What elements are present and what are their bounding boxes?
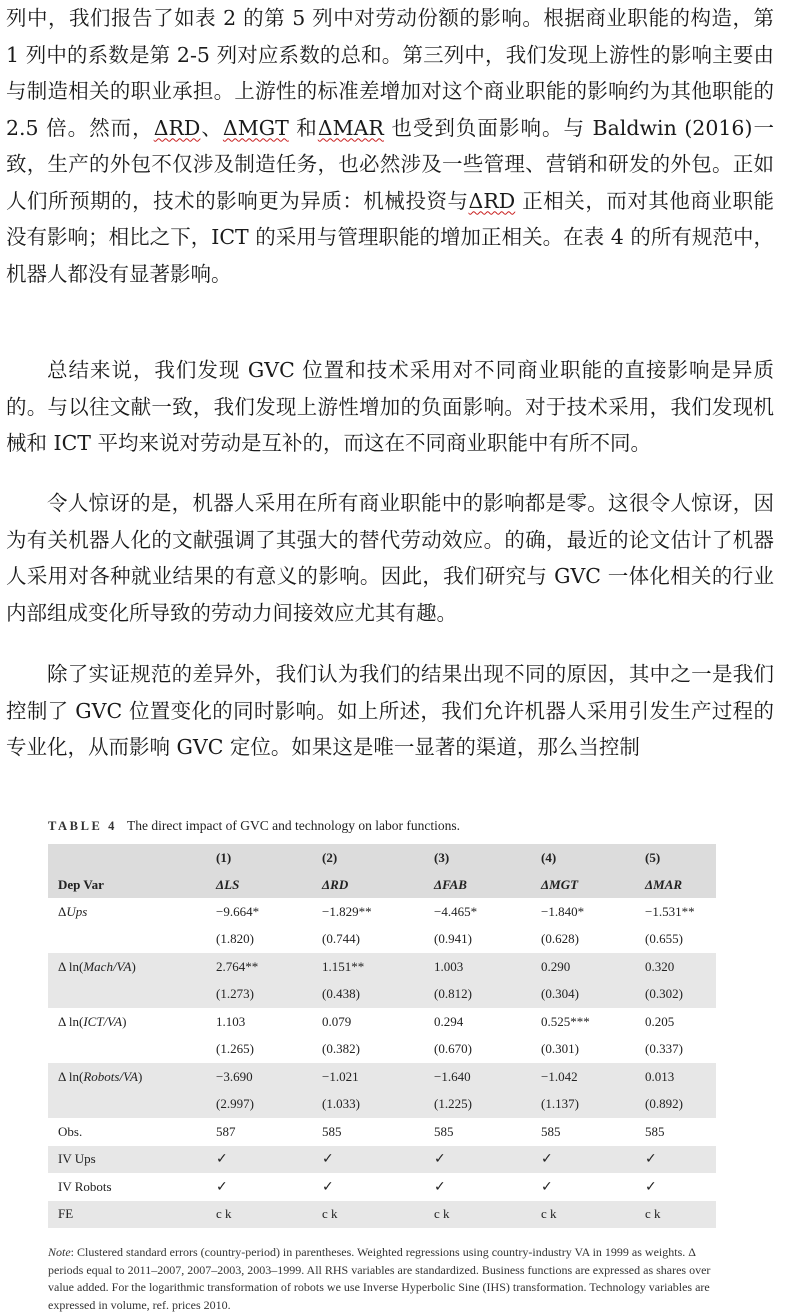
fe-cell: c k [206,1201,312,1229]
term-delta-rd-2: ΔRD [468,188,516,213]
check-icon: ✓ [541,1178,553,1195]
row-label [48,953,206,981]
row-label-var: Mach/VA [83,958,132,974]
table-row-fe [48,1201,716,1229]
coef-cell: 1.151** [312,953,424,981]
fe-cell: c k [635,1201,716,1229]
coef-cell: 0.205 [645,1013,675,1029]
se-cell: (0.382) [322,1041,360,1057]
row-label-var: Ups [66,903,88,919]
row-label-var: ICT/VA [83,1013,123,1029]
table-row-coef [48,898,716,926]
check-icon: ✓ [216,1178,228,1195]
row-label-prefix: Δ ln( [58,1013,84,1029]
paragraph-4: 除了实证规范的差异外，我们认为我们的结果出现不同的原因，其中之一是我们控制了 GVC 位置变化的同时影响。如上所述，我们允许机器人采用引发生产过程的专业化，从而影响 GVC 定位。如果这是唯一显著的渠道，那么当控制 [6,662,774,759]
se-cell: (1.033) [312,1091,424,1119]
table-row-coef [48,953,716,981]
col-number: (5) [645,849,661,865]
row-label-empty [48,1091,206,1119]
se-cell: (2.997) [206,1091,312,1119]
coef-cell: 2.764** [206,953,312,981]
table-label: TABLE 4 [48,819,118,833]
table-row-se [48,1036,716,1064]
term-delta-mar: ΔMAR [317,115,384,140]
se-cell: (0.655) [645,931,683,947]
coef-cell: −1.042 [531,1063,635,1091]
se-cell: (1.820) [216,931,254,947]
coef-cell: −1.531** [645,903,695,919]
coef-cell: −1.021 [312,1063,424,1091]
row-label-var: Robots/VA [83,1068,138,1084]
conjunction: 和 [288,115,318,140]
coef-cell: −1.829** [322,903,372,919]
paragraph-1-text-a: 列中，我们报告了如表 2 的第 5 列中对劳动份额的影响。根据商业职能的构造，第 1 列中的系数是第 2-5 列对应系数的总和。第三列中，我们发现上游性的影响主要由与制造相关的职业承担。上游性的标准差增加对这个商业职能的影响约为其他职能的 2.5 倍。然而， [6,6,774,140]
se-cell: (0.812) [424,981,531,1009]
check-icon: ✓ [434,1178,446,1195]
coef-cell: −3.690 [206,1063,312,1091]
fe-cell: c k [531,1201,635,1229]
coef-cell: 0.079 [322,1013,352,1029]
iv-robots-label: IV Robots [58,1178,112,1194]
row-label-suffix: ) [137,1068,143,1084]
se-cell: (0.304) [531,981,635,1009]
separator: 、 [200,115,223,140]
se-cell: (0.941) [434,931,472,947]
se-cell: (0.301) [541,1041,579,1057]
check-icon: ✓ [322,1178,334,1195]
dep-var: ΔLS [216,876,240,892]
col-number: (3) [434,849,450,865]
iv-ups-label: IV Ups [48,1146,206,1174]
table-row-iv-robots [48,1173,716,1201]
check-icon: ✓ [635,1146,716,1174]
header-row-numbers [48,844,716,871]
fe-cell: c k [312,1201,424,1229]
dep-var: ΔFAB [434,876,467,892]
table-row-se [48,926,716,954]
coef-cell: −9.664* [216,903,260,919]
paragraph-2: 总结来说，我们发现 GVC 位置和技术采用对不同商业职能的直接影响是异质的。与以往文献一致，我们发现上游性增加的负面影响。对于技术采用，我们发现机械和 ICT 平均来说对劳动是互补的，而这在不同商业职能中有所不同。 [6,358,774,455]
row-label-suffix: ) [131,958,136,974]
header-blank [48,844,206,871]
coef-cell: 1.003 [424,953,531,981]
row-label [48,1063,206,1091]
row-label-empty [48,1036,206,1064]
coef-cell: −4.465* [434,903,478,919]
paragraph-3: 令人惊讶的是，机器人采用在所有商业职能中的影响都是零。这很令人惊讶，因为有关机器人化的文献强调了其强大的替代劳动效应。的确，最近的论文估计了机器人采用对各种就业结果的有意义的影响。因此，我们研究与 GVC 一体化相关的行业内部组成变化所导致的劳动力间接效应尤其有趣。 [6,491,774,625]
se-cell: (1.273) [206,981,312,1009]
col-number: (1) [216,849,232,865]
row-label-empty [48,926,206,954]
table-title: The direct impact of GVC and technology on labor functions. [127,818,460,833]
coef-cell: 1.103 [216,1013,246,1029]
table-row-iv-ups [48,1146,716,1174]
coef-cell: 0.294 [434,1013,464,1029]
se-cell: (0.744) [322,931,360,947]
row-label-suffix: ) [122,1013,127,1029]
dep-var: ΔMGT [541,876,579,892]
dep-var: ΔMAR [645,876,683,892]
coef-cell: 0.290 [531,953,635,981]
table-row-se [48,1091,716,1119]
row-label [48,1008,206,1036]
row-label-prefix: Δ [58,903,67,919]
header-row-depvars [48,871,716,898]
row-label-prefix: Δ ln( [58,1068,84,1084]
paragraph-1-text-c: 正相关，而对其他商业职能没有影响；相比之下，ICT 的采用与管理职能的增加正相关。在表 4 的所有规范中，机器人都没有显著影响。 [6,188,774,286]
note-label: Note [48,1245,71,1259]
term-delta-rd: ΔRD [153,115,201,140]
coef-cell: 0.013 [635,1063,716,1091]
coef-cell: 0.525*** [541,1013,590,1029]
coef-cell: −1.840* [541,903,585,919]
obs-cell: 587 [216,1123,236,1139]
paragraph-1 [6,0,786,292]
table-row-coef [48,1063,716,1091]
coef-cell: −1.640 [424,1063,531,1091]
fe-cell: c k [424,1201,531,1229]
table-caption [48,818,720,834]
obs-label: Obs. [58,1123,83,1139]
se-cell: (0.337) [645,1041,683,1057]
row-label-prefix: Δ ln( [58,958,84,974]
fe-label: FE [48,1201,206,1229]
obs-cell: 585 [645,1123,665,1139]
note-text: : Clustered standard errors (country-period) in parentheses. Weighted regressions using country-industry VA in 1999 as weights. Δ periods equal to 2011–2007, 2007–2003, 2003–1999. All RHS variables are standardized. Business functions are expressed as shares over value added. For the logarithmic transformation of robots we use Inverse Hyperbolic Sine (IHS) transformation. Technology variables are expressed in volume, ref. prices 2010. [48,1245,711,1312]
se-cell: (0.670) [434,1041,472,1057]
obs-cell: 585 [541,1123,561,1139]
se-cell: (1.137) [531,1091,635,1119]
check-icon: ✓ [424,1146,531,1174]
check-icon: ✓ [645,1178,657,1195]
col-number: (2) [322,849,338,865]
table-row-coef [48,1008,716,1036]
table-row-obs [48,1118,716,1146]
se-cell: (1.225) [424,1091,531,1119]
row-label-empty [48,981,206,1009]
row-label [48,898,206,926]
obs-cell: 585 [434,1123,454,1139]
se-cell: (0.302) [635,981,716,1009]
check-icon: ✓ [531,1146,635,1174]
regression-table [48,844,716,1228]
se-cell: (0.628) [541,931,579,947]
dep-var: ΔRD [322,876,349,892]
se-cell: (1.265) [216,1041,254,1057]
term-delta-mgt: ΔMGT [222,115,289,140]
table-4-figure [48,818,720,1312]
se-cell: (0.892) [635,1091,716,1119]
dep-var-label: Dep Var [58,876,104,892]
table-row-se [48,981,716,1009]
check-icon: ✓ [206,1146,312,1174]
col-number: (4) [541,849,557,865]
table-note [48,1244,720,1312]
paragraph-1-text-b: 也受到负面影响。与 Baldwin (2016)一致，生产的外包不仅涉及制造任务，也必然涉及一些管理、营销和研发的外包。正如人们所预期的，技术的影响更为异质：机械投资与 [6,115,774,213]
coef-cell: 0.320 [635,953,716,981]
obs-cell: 585 [322,1123,342,1139]
se-cell: (0.438) [312,981,424,1009]
check-icon: ✓ [312,1146,424,1174]
